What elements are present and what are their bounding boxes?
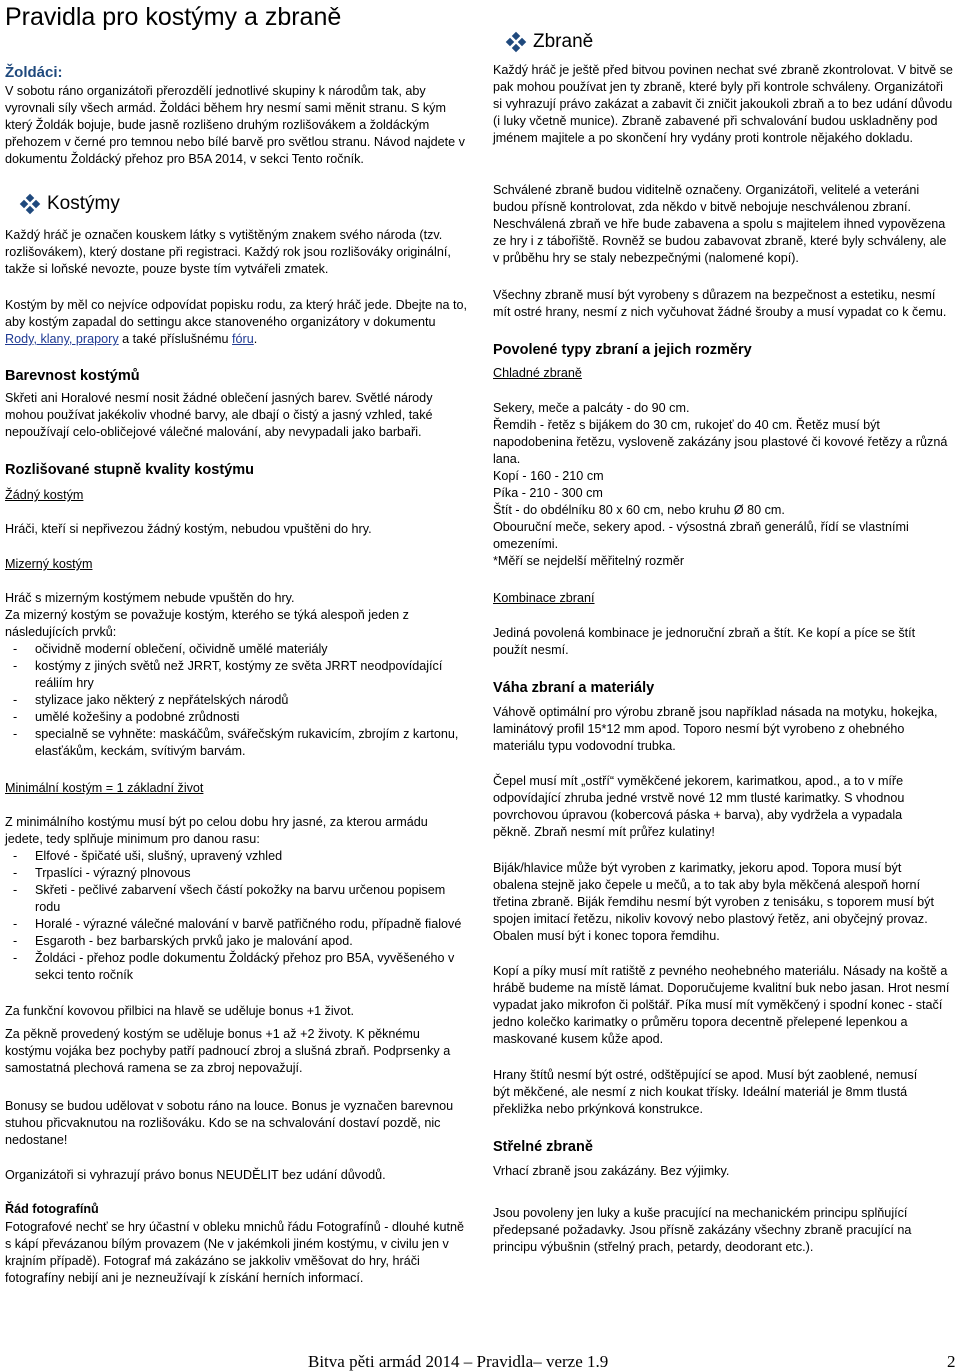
list-item: - Žoldáci - přehoz podle dokumentu Žoldácký přehoz pro B5A, vyvěšeného v sekci tento ročník bbox=[35, 950, 473, 984]
list-item: - očividně moderní oblečení, očividně umělé materiály bbox=[35, 641, 475, 658]
diamond-bullet-icon bbox=[19, 195, 41, 213]
page-number: 2 bbox=[947, 1352, 956, 1371]
list-item: - Elfové - špičaté uši, slušný, upravený vzhled bbox=[35, 848, 473, 865]
diamond-bullet-icon bbox=[505, 33, 527, 51]
vaha-paragraph-2: Čepel musí mít „ostří“ vyměkčené jekorem, karimatkou, apod., a to v míře odpovídající zhruba jedné vrstvě nové 12 mm tlusté karimatky. S vhodnou povrchovou úpravou (kobercová páska + barva), aby vydržela a vypadala pěkně. Zbraň nesmí mít průřez kulatiny! bbox=[493, 774, 905, 839]
strelne-zbrane-paragraph-1: Vrhací zbraně jsou zakázány. Bez výjimky. bbox=[493, 1164, 730, 1178]
zoldaci-heading: Žoldáci: bbox=[5, 64, 63, 81]
kombinace-zbrani-text: Jediná povolená kombinace je jednoruční zbraň a štít. Ke kopí a píce se štít použít nesmí. bbox=[493, 626, 916, 657]
rad-fotografinu-heading: Řád fotografínů bbox=[5, 1202, 99, 1216]
list-item: - specialně se vyhněte: maskáčům, svářečským rukavicím, zbrojím z kartonu, elasťákům, keckám, svítivým barvám. bbox=[35, 726, 475, 760]
kostymy-paragraph-2-text-b: a také příslušnému bbox=[118, 332, 233, 346]
bonus-paragraph-3: Bonusy se budou udělovat v sobotu ráno na louce. Bonus je vyznačen barevnou stuhou přicvaknutou na rozlišováku. Kdo se na schvalování dostaví pozdě, nic nedostane! bbox=[5, 1099, 454, 1147]
list-item: Píka - 210 - 300 cm bbox=[493, 486, 603, 500]
minimalni-kostym-list bbox=[5, 848, 473, 984]
list-item: Řemdih - řetěz s bijákem do 30 cm, rukojeť do 40 cm. Řetěz musí být napodobenina řetězu, vysloveně zakázány jsou plastové či kovové řetězy a různá lana. bbox=[493, 418, 948, 466]
list-item: - umělé kožešiny a podobné zrůdnosti bbox=[35, 709, 475, 726]
mizerny-kostym-text-2: Za mizerný kostým se považuje kostým, kterého se týká alespoň jeden z následujících prvků: bbox=[5, 608, 409, 639]
link-foru[interactable]: fóru bbox=[232, 332, 254, 346]
page-title: Pravidla pro kostýmy a zbraně bbox=[5, 3, 342, 31]
vaha-paragraph-3: Biják/hlavice může být vyroben z karimatky, jekoru apod. Topora musí být obalena stejně jako čepele u mečů, a to tak aby byla měkčená alespoň horní třetina zbraně. Biják řemdihu nesmí být vyroben z tenisáku, s toporem musí být spojen imitací řetězu, nikoliv kovový nebo plastový řetěz, ani obyčejný provaz. Obalen musí být i konec topora řemdihu. bbox=[493, 861, 934, 943]
kostymy-paragraph-1: Každý hráč je označen kouskem látky s vytištěným znakem svého národa (tzv. rozlišovákem), který dostane při registraci. Každý rok jsou rozlišováky originální, takže si loňské nevozte, pouze byste tím vytvářeli zmatek. bbox=[5, 228, 451, 276]
kostymy-paragraph-2 bbox=[5, 297, 469, 348]
mizerny-kostym-label: Mizerný kostým bbox=[5, 557, 93, 571]
zoldaci-text: V sobotu ráno organizátoři přerozdělí jednotlivé skupiny k národům tak, aby vyrovnali síly všech armád. Žoldáci během hry nesmí sami měnit stranu. S kým který Žoldák bojuje, bude jasně rozlišeno druhým rozlišovákem a žoldáckým přehozem v černé pro temnou nebo bílé barvě pro světlou stranu. Návod najdete v dokumentu Žoldácký přehoz pro B5A 2014, v sekci Tento ročník. bbox=[5, 84, 465, 166]
footer-text: Bitva pěti armád 2014 – Pravidla– verze 1.9 bbox=[308, 1352, 609, 1371]
zadny-kostym-label: Žádný kostým bbox=[5, 488, 84, 502]
minimalni-kostym-label: Minimální kostým = 1 základní život bbox=[5, 781, 204, 795]
vaha-paragraph-1: Váhově optimální pro výrobu zbraně jsou například násada na motyku, hokejka, laminátový profil 15*12 mm apod. Toporo nesmí být vyrobeno z ohebného materiálu typu vodovodní trubka. bbox=[493, 705, 938, 753]
mizerny-kostym-text-1: Hráč s mizerným kostýmem nebude vpuštěn do hry. bbox=[5, 591, 295, 605]
stupne-heading: Rozlišované stupně kvality kostýmu bbox=[5, 462, 254, 478]
bonus-paragraph-2: Za pěkně provedený kostým se uděluje bonus +1 až +2 životy. K pěknému kostýmu vojáka bez pochyby patří padnoucí zbroj a slušná zbraň. Podprsenky a samostatná plechová ramena se za zbroj nepovažují. bbox=[5, 1027, 451, 1075]
kostymy-heading bbox=[19, 192, 120, 216]
zadny-kostym-text: Hráči, kteří si nepřivezou žádný kostým, nebudou vpuštěni do hry. bbox=[5, 522, 372, 536]
zbrane-paragraph-1: Každý hráč je ještě před bitvou povinen nechat své zbraně zkontrolovat. V bitvě se pak mohou používat jen ty zbraně, které byly při kontrole schváleny. Organizátoři si vyhrazují právo zakázat a zabavit či zničit jakoukoli zbraň a to bez udání důvodu (i luky včetně munice). Zbraně zabavené při schvalování budou uskladněny pod jménem majitele a po skončení hry vydány proti kontrole nějakého dokladu. bbox=[493, 63, 953, 145]
kostymy-heading-label: Kostýmy bbox=[47, 193, 120, 214]
minimalni-kostym-text: Z minimálního kostýmu musí být po celou dobu hry jasné, za kterou armádu jedete, tedy splňuje minimum pro danou rasu: bbox=[5, 815, 428, 846]
strelne-zbrane-paragraph-2: Jsou povoleny jen luky a kuše pracující na mechanickém principu splňující předepsané požadavky. Jsou přísně zakázány všechny zbraně pracující na principu výbušnin (střelný prach, petardy, deodorant etc.). bbox=[493, 1206, 912, 1254]
zbrane-paragraph-2: Schválené zbraně budou viditelně označeny. Organizátoři, velitelé a veteráni budou přísně kontrolovat, zda někdo v bitvě nebojuje neschválenou zbraní. Neschválená zbraň ve hře bude zabavena a spolu s majitelem ihned vypovězena ze hry i z tábořiště. Rovněž se budou zabavovat zbraně, které byly schváleny, ale v průběhu hry se staly nebezpečnými (nalomené kopí). bbox=[493, 183, 947, 265]
vaha-paragraph-4: Kopí a píky musí mít ratiště z pevného neohebného materiálu. Násady na koště a hrábě budeme na místě lámat. Doporučujeme kvalitní buk nebo jasan. Hrot nesmí vypadat jako mikrofon či polštář. Píka musí mít vyměkčený i spodní konec - stačí jedno kolečko karimatky o průměru topora decentně přelepené lepenkou a maskované kusem kůže apod. bbox=[493, 964, 950, 1046]
kostymy-paragraph-2-text-c: . bbox=[253, 332, 258, 346]
list-item: - Esgaroth - bez barbarských prvků jako je malování apod. bbox=[35, 933, 473, 950]
list-item: Kopí - 160 - 210 cm bbox=[493, 469, 604, 483]
bonus-paragraph-1: Za funkční kovovou přilbici na hlavě se uděluje bonus +1 život. bbox=[5, 1004, 354, 1018]
link-rody-klany-prapory[interactable]: Rody, klany, prapory bbox=[5, 332, 119, 346]
bonus-paragraph-4: Organizátoři si vyhrazují právo bonus NEUDĚLIT bez udání důvodů. bbox=[5, 1168, 386, 1182]
mizerny-kostym-list bbox=[5, 641, 475, 760]
kostymy-paragraph-2-text-a: Kostým by měl co nejvíce odpovídat popisku rodu, za který hráč jede. Dbejte na to, aby kostým zapadal do settingu akce stanoveného organizátory v dokumentu bbox=[5, 298, 468, 329]
list-item: Štít - do obdélníku 80 x 60 cm, nebo kruhu Ø 80 cm. bbox=[493, 503, 785, 517]
list-item: - Horalé - výrazné válečné malování v barvě patřičného rodu, případně fialové bbox=[35, 916, 473, 933]
kombinace-zbrani-label: Kombinace zbraní bbox=[493, 591, 595, 605]
chladne-zbrane-label: Chladné zbraně bbox=[493, 366, 582, 380]
barevnost-heading: Barevnost kostýmů bbox=[5, 368, 140, 384]
rad-fotografinu-text: Fotografové nechť se hry účastní v obleku mnichů řádu Fotografínů - dlouhé kutně s kápí převázanou bílým provazem (Ne v jakémkoli jiném kostýmu, v civilu jen v krajním případě). Fotograf má zakázáno se jakkoliv vměšovat do hry, hráči fotografíny nebijí ani je nezneužívají k získání herních informací. bbox=[5, 1220, 465, 1285]
vaha-heading: Váha zbraní a materiály bbox=[493, 680, 655, 696]
zbrane-heading-label: Zbraně bbox=[533, 31, 594, 52]
zbrane-heading bbox=[505, 30, 593, 54]
chladne-zbrane-list bbox=[493, 400, 949, 570]
barevnost-text: Skřeti ani Horalové nesmí nosit žádné oblečení jasných barev. Světlé národy mohou používat jakékoliv vhodné barvy, ale dbají o čistý a jasný vzhled, také nepoužívají celo-obličejové válečné malování, aby nevypadali jako barbaři. bbox=[5, 391, 433, 439]
list-item: - stylizace jako některý z nepřátelských národů bbox=[35, 692, 475, 709]
povolene-typy-heading: Povolené typy zbraní a jejich rozměry bbox=[493, 342, 752, 358]
strelne-zbrane-heading: Střelné zbraně bbox=[493, 1139, 593, 1155]
vaha-paragraph-5: Hrany štítů nesmí být ostré, odštěpující se apod. Musí být zaoblené, nemusí být měkčené, ale nesmí z nich koukat třísky. Ideální materiál je 8mm tlustá překližka nebo prkýnková konstrukce. bbox=[493, 1068, 918, 1116]
list-item: - Skřeti - pečlivé zabarvení všech částí pokožky na barvu určenou popisem rodu bbox=[35, 882, 473, 916]
list-item: *Měří se nejdelší měřitelný rozměr bbox=[493, 554, 685, 568]
list-item: - kostýmy z jiných světů než JRRT, kostýmy ze světa JRRT neodpovídající reáliím hry bbox=[35, 658, 475, 692]
list-item: - Trpaslíci - výrazný plnovous bbox=[35, 865, 473, 882]
list-item: Obouruční meče, sekery apod. - výsostná zbraň generálů, řídí se vlastními omezeními. bbox=[493, 520, 909, 551]
list-item: Sekery, meče a palcáty - do 90 cm. bbox=[493, 401, 690, 415]
zbrane-paragraph-3: Všechny zbraně musí být vyrobeny s důrazem na bezpečnost a estetiku, nesmí mít ostré hrany, nesmí z nich vyčuhovat žádné šrouby a musí vypadat co k čemu. bbox=[493, 288, 947, 319]
